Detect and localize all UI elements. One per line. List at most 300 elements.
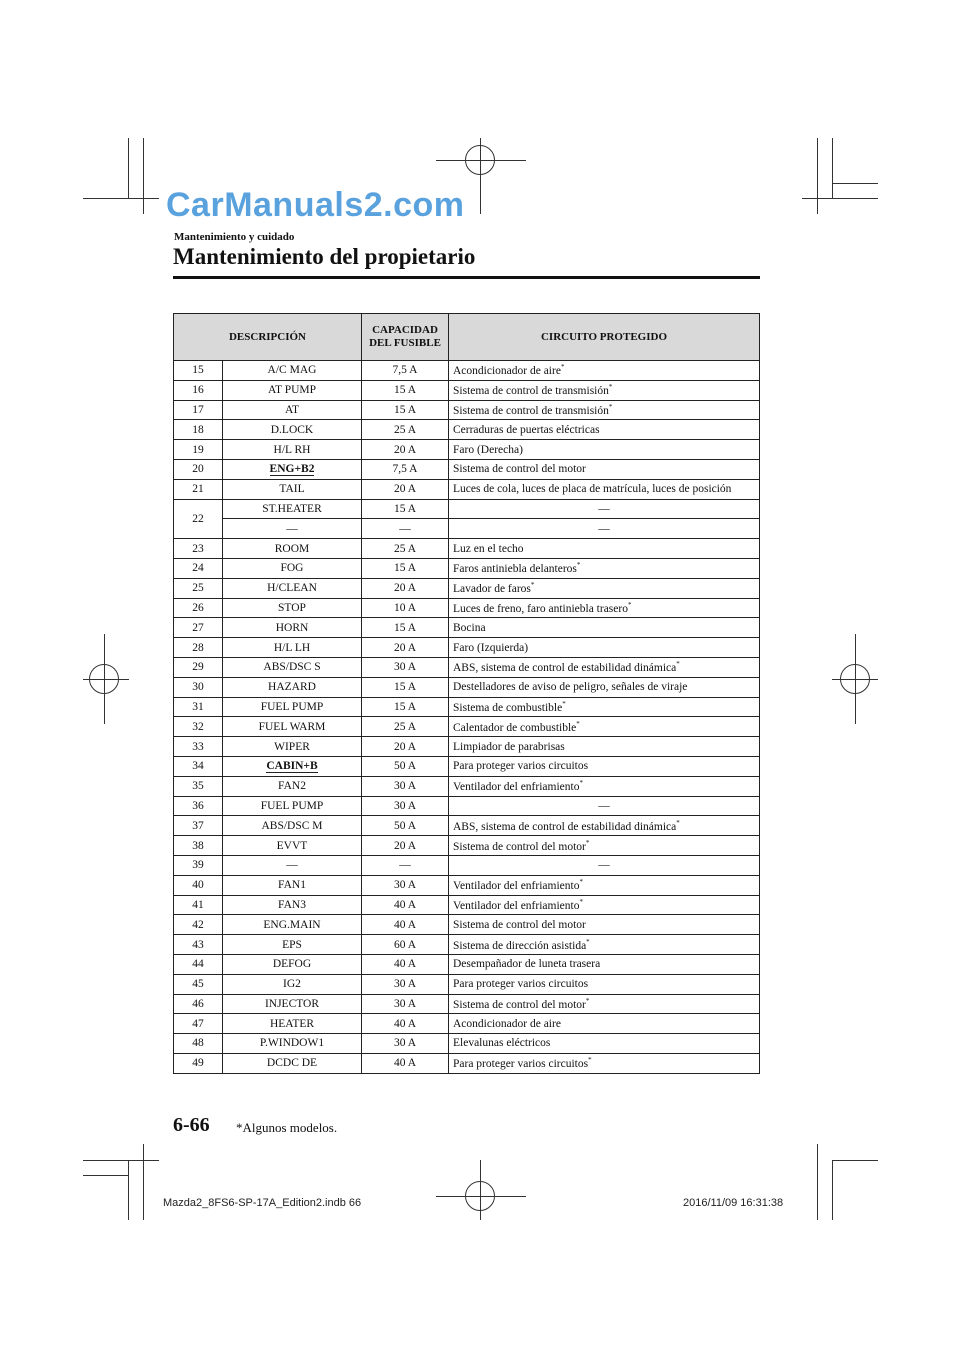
- fuse-description: [223, 598, 362, 618]
- protected-circuit: [449, 776, 760, 796]
- protected-circuit: [449, 499, 760, 519]
- fuse-capacity: [362, 539, 449, 559]
- table-row: [174, 539, 760, 559]
- watermark-logo: CarManuals2.com: [166, 186, 465, 224]
- fuse-description-text: FAN1: [278, 879, 306, 892]
- table-row: [174, 380, 760, 400]
- fuse-description-text: DEFOG: [272, 958, 312, 971]
- fuse-capacity: [362, 756, 449, 776]
- table-row: [174, 638, 760, 658]
- table-row: [174, 836, 760, 856]
- protected-circuit: [449, 420, 760, 440]
- fuse-number-text: 38: [192, 839, 204, 852]
- fuse-number-text: 23: [192, 542, 204, 555]
- footnote-marker: *: [676, 818, 680, 827]
- fuse-description: [223, 578, 362, 598]
- fuse-number: [174, 796, 223, 816]
- fuse-description-text: HAZARD: [268, 681, 316, 694]
- fuse-number: [174, 459, 223, 479]
- fuse-description-text: CABIN+B: [266, 760, 318, 773]
- table-row: [174, 935, 760, 955]
- fuse-description: [223, 737, 362, 757]
- protected-circuit-text: Bocina: [453, 621, 486, 634]
- fuse-capacity: [362, 361, 449, 381]
- fuse-capacity-text: 15 A: [393, 700, 417, 713]
- protected-circuit-text: Desempañador de luneta trasera: [453, 958, 601, 971]
- protected-circuit-text: —: [598, 859, 610, 872]
- fuse-number-text: 17: [192, 403, 204, 416]
- fuse-number: [174, 875, 223, 895]
- table-row: [174, 361, 760, 381]
- fuse-number: [174, 380, 223, 400]
- table-row: [174, 974, 760, 994]
- protected-circuit-text: Elevalunas eléctricos: [453, 1037, 551, 1050]
- fuse-number-text: 43: [192, 938, 204, 951]
- fuse-capacity-text: 30 A: [393, 879, 417, 892]
- fuse-description: [223, 796, 362, 816]
- fuse-description-text: FUEL PUMP: [260, 700, 324, 713]
- fuse-capacity-text: 30 A: [393, 780, 417, 793]
- fuse-description: [223, 558, 362, 578]
- fuse-number-text: 27: [192, 621, 204, 634]
- table-header-row: [174, 314, 760, 361]
- fuse-capacity: [362, 499, 449, 519]
- footnote-marker: *: [585, 996, 590, 1005]
- fuse-number: [174, 578, 223, 598]
- fuse-description-text: A/C MAG: [267, 364, 317, 377]
- protected-circuit-text: Sistema de control del motor: [453, 918, 586, 931]
- protected-circuit-text: Lavador de faros: [453, 583, 531, 596]
- fuse-description-text: H/L RH: [273, 443, 311, 456]
- fuse-description-text: FOG: [280, 562, 304, 575]
- fuse-number: [174, 539, 223, 559]
- fuse-number-text: 21: [192, 483, 204, 496]
- table-row: [174, 1014, 760, 1034]
- fuse-number-text: 34: [192, 760, 204, 773]
- fuse-capacity: [362, 994, 449, 1014]
- fuse-capacity-text: 15 A: [393, 502, 417, 515]
- footnote-marker: *: [586, 937, 590, 946]
- footnote-marker: *: [579, 779, 583, 788]
- table-row: [174, 697, 760, 717]
- table-row: [174, 875, 760, 895]
- fuse-description: [223, 855, 362, 875]
- fuse-capacity: [362, 776, 449, 796]
- fuse-capacity: [362, 816, 449, 836]
- fuse-number-text: 25: [192, 582, 204, 595]
- fuse-capacity: [362, 657, 449, 677]
- protected-circuit-text: Sistema de dirección asistida: [453, 939, 587, 952]
- fuse-number: [174, 855, 223, 875]
- fuse-capacity-text: 10 A: [393, 601, 417, 614]
- fuse-number: [174, 361, 223, 381]
- fuse-description-text: ENG+B2: [269, 463, 315, 476]
- fuse-description-text: ENG.MAIN: [263, 918, 321, 931]
- section-label: Mantenimiento y cuidado: [174, 231, 295, 243]
- protected-circuit-text: Ventilador del enfriamiento: [453, 781, 580, 794]
- protected-circuit: [449, 440, 760, 460]
- fuse-number-text: 18: [192, 423, 204, 436]
- fuse-capacity: [362, 737, 449, 757]
- table-row: [174, 400, 760, 420]
- fuse-capacity-text: 40 A: [393, 1017, 417, 1030]
- fuse-description-text: H/CLEAN: [267, 582, 317, 595]
- table-row: [174, 578, 760, 598]
- footnote-marker: *: [608, 383, 613, 392]
- fuse-number-text: 29: [192, 661, 204, 674]
- fuse-capacity-text: 40 A: [393, 1057, 417, 1070]
- fuse-description-text: HEATER: [269, 1017, 315, 1030]
- fuse-number: [174, 994, 223, 1014]
- fuse-capacity-text: 7,5 A: [392, 463, 418, 476]
- fuse-number: [174, 558, 223, 578]
- fuse-capacity-text: 30 A: [393, 997, 417, 1010]
- fuse-description-text: ABS/DSC S: [263, 661, 321, 674]
- table-row: [174, 479, 760, 499]
- protected-circuit-text: Faro (Derecha): [453, 443, 523, 456]
- protected-circuit-text: Sistema de control de transmisión: [453, 385, 609, 398]
- protected-circuit-text: —: [598, 522, 610, 535]
- table-row: [174, 994, 760, 1014]
- protected-circuit: [449, 895, 760, 915]
- fuse-number: [174, 895, 223, 915]
- fuse-capacity-text: 40 A: [393, 918, 417, 931]
- table-row: [174, 1053, 760, 1073]
- fuse-description: [223, 420, 362, 440]
- footnote: *Algunos modelos.: [236, 1120, 338, 1135]
- protected-circuit: [449, 796, 760, 816]
- fuse-number-text: 19: [192, 443, 204, 456]
- print-timestamp: 2016/11/09 16:31:38: [683, 1197, 784, 1209]
- fuse-capacity: [362, 380, 449, 400]
- protected-circuit: [449, 459, 760, 479]
- table-row: [174, 776, 760, 796]
- fuse-description: [223, 440, 362, 460]
- fuse-number: [174, 974, 223, 994]
- fuse-capacity-text: 20 A: [393, 582, 417, 595]
- fuse-number: [174, 954, 223, 974]
- fuse-description: [223, 816, 362, 836]
- fuse-capacity: [362, 697, 449, 717]
- table-row: [174, 1034, 760, 1054]
- fuse-capacity: [362, 618, 449, 638]
- column-header-circuit: CIRCUITO PROTEGIDO: [449, 314, 760, 361]
- fuse-description: [223, 974, 362, 994]
- protected-circuit-text: Cerraduras de puertas eléctricas: [453, 423, 600, 436]
- protected-circuit-text: Para proteger varios circuitos: [453, 978, 589, 991]
- fuse-description: [223, 380, 362, 400]
- fuse-description: [223, 836, 362, 856]
- fuse-capacity-text: 40 A: [393, 958, 417, 971]
- table-row: [174, 459, 760, 479]
- fuse-number: [174, 400, 223, 420]
- fuse-description-text: FUEL WARM: [258, 720, 326, 733]
- protected-circuit-text: Para proteger varios circuitos: [453, 760, 589, 773]
- fuse-description: [223, 994, 362, 1014]
- protected-circuit-text: Sistema de combustible: [453, 701, 563, 714]
- fuse-description: [223, 895, 362, 915]
- fuse-capacity-text: —: [399, 859, 411, 872]
- footnote-marker: *: [676, 660, 680, 669]
- fuse-capacity: [362, 459, 449, 479]
- fuse-capacity-text: 30 A: [393, 799, 417, 812]
- protected-circuit: [449, 994, 760, 1014]
- column-header-description: DESCRIPCIÓN: [174, 314, 362, 361]
- fuse-description-text: AT PUMP: [267, 384, 317, 397]
- footnote-marker: *: [530, 581, 535, 590]
- protected-circuit-text: Acondicionador de aire: [453, 365, 561, 378]
- fuse-capacity-text: 15 A: [393, 621, 417, 634]
- fuse-capacity-text: 25 A: [393, 720, 417, 733]
- protected-circuit-text: ABS, sistema de control de estabilidad dinámica: [453, 820, 677, 833]
- fuse-table: [173, 313, 760, 1074]
- fuse-number: [174, 816, 223, 836]
- fuse-capacity: [362, 440, 449, 460]
- fuse-capacity: [362, 1014, 449, 1034]
- fuse-capacity: [362, 479, 449, 499]
- fuse-number: [174, 677, 223, 697]
- protected-circuit: [449, 737, 760, 757]
- protected-circuit-text: Luces de cola, luces de placa de matrícula, luces de posición: [453, 483, 732, 496]
- fuse-number: [174, 499, 223, 539]
- fuse-capacity: [362, 677, 449, 697]
- fuse-number-text: 44: [192, 958, 204, 971]
- fuse-capacity-text: —: [399, 522, 411, 535]
- protected-circuit-text: Sistema de control del motor: [453, 998, 586, 1011]
- footnote-marker: *: [608, 402, 613, 411]
- protected-circuit: [449, 915, 760, 935]
- fuse-description: [223, 499, 362, 519]
- protected-circuit: [449, 935, 760, 955]
- fuse-capacity-text: 20 A: [393, 483, 417, 496]
- fuse-description: [223, 717, 362, 737]
- fuse-number: [174, 935, 223, 955]
- fuse-description-text: STOP: [278, 601, 306, 614]
- protected-circuit-text: Luces de freno, faro antiniebla trasero: [453, 602, 628, 615]
- fuse-capacity: [362, 796, 449, 816]
- fuse-description-text: INJECTOR: [264, 997, 320, 1010]
- fuse-number-text: 35: [192, 780, 204, 793]
- table-row: [174, 598, 760, 618]
- protected-circuit: [449, 677, 760, 697]
- fuse-number: [174, 836, 223, 856]
- fuse-capacity: [362, 598, 449, 618]
- fuse-capacity-text: 20 A: [393, 641, 417, 654]
- protected-circuit: [449, 1014, 760, 1034]
- fuse-number-text: 15: [192, 364, 204, 377]
- protected-circuit: [449, 875, 760, 895]
- fuse-capacity: [362, 954, 449, 974]
- fuse-number-text: 45: [192, 978, 204, 991]
- fuse-number-text: 48: [192, 1037, 204, 1050]
- fuse-capacity-text: 30 A: [393, 1037, 417, 1050]
- fuse-description: [223, 638, 362, 658]
- fuse-description-text: WIPER: [274, 740, 310, 753]
- fuse-capacity: [362, 420, 449, 440]
- fuse-description-text: —: [286, 522, 298, 535]
- fuse-description-text: —: [286, 859, 298, 872]
- column-header-capacity: CAPACIDAD DEL FUSIBLE: [362, 314, 449, 361]
- fuse-description-text: EPS: [282, 938, 302, 951]
- fuse-capacity-text: 30 A: [393, 978, 417, 991]
- table-row: [174, 558, 760, 578]
- table-row: [174, 618, 760, 638]
- fuse-capacity: [362, 400, 449, 420]
- fuse-number: [174, 618, 223, 638]
- fuse-capacity-text: 15 A: [393, 681, 417, 694]
- protected-circuit-text: Sistema de control de transmisión: [453, 404, 609, 417]
- protected-circuit: [449, 479, 760, 499]
- fuse-number: [174, 1014, 223, 1034]
- fuse-description-text: ROOM: [274, 542, 310, 555]
- fuse-description: [223, 400, 362, 420]
- protected-circuit: [449, 361, 760, 381]
- fuse-capacity-text: 15 A: [393, 403, 417, 416]
- table-row: [174, 420, 760, 440]
- table-row: [174, 657, 760, 677]
- fuse-description: [223, 539, 362, 559]
- fuse-number-text: 47: [192, 1017, 204, 1030]
- fuse-description: [223, 875, 362, 895]
- table-row: [174, 796, 760, 816]
- protected-circuit: [449, 618, 760, 638]
- fuse-number-text: 49: [192, 1057, 204, 1070]
- protected-circuit: [449, 954, 760, 974]
- table-row: [174, 915, 760, 935]
- title-rule: [173, 276, 760, 279]
- footnote-marker: *: [562, 699, 566, 708]
- table-row: [174, 816, 760, 836]
- table-row: [174, 440, 760, 460]
- protected-circuit: [449, 855, 760, 875]
- fuse-capacity: [362, 638, 449, 658]
- protected-circuit-text: —: [598, 502, 610, 515]
- footnote-marker: *: [627, 600, 632, 609]
- table-row: [174, 519, 760, 539]
- protected-circuit: [449, 974, 760, 994]
- fuse-description: [223, 756, 362, 776]
- footnote-marker: *: [588, 1056, 592, 1065]
- fuse-description-text: TAIL: [279, 483, 305, 496]
- fuse-number-text: 31: [192, 700, 204, 713]
- table-row: [174, 499, 760, 519]
- fuse-capacity-text: 20 A: [393, 740, 417, 753]
- fuse-capacity-text: 15 A: [393, 562, 417, 575]
- fuse-number-text: 46: [192, 997, 204, 1010]
- fuse-number-text: 32: [192, 720, 204, 733]
- fuse-number-text: 22: [192, 512, 204, 525]
- fuse-description: [223, 459, 362, 479]
- protected-circuit: [449, 539, 760, 559]
- fuse-number-text: 24: [192, 562, 204, 575]
- footnote-marker: *: [579, 878, 583, 887]
- protected-circuit-text: Ventilador del enfriamiento: [453, 880, 580, 893]
- fuse-number-text: 39: [192, 859, 204, 872]
- protected-circuit-text: Acondicionador de aire: [453, 1017, 561, 1030]
- fuse-description: [223, 776, 362, 796]
- fuse-description-text: FUEL PUMP: [260, 799, 324, 812]
- fuse-capacity: [362, 855, 449, 875]
- table-row: [174, 756, 760, 776]
- fuse-number: [174, 420, 223, 440]
- fuse-description-text: ABS/DSC M: [261, 819, 323, 832]
- fuse-number-text: 26: [192, 601, 204, 614]
- protected-circuit-text: Faros antiniebla delanteros: [453, 563, 577, 576]
- fuse-capacity-text: 60 A: [393, 938, 417, 951]
- table-row: [174, 855, 760, 875]
- fuse-capacity-text: 15 A: [393, 384, 417, 397]
- protected-circuit-text: —: [598, 799, 610, 812]
- fuse-number: [174, 756, 223, 776]
- fuse-capacity-text: 25 A: [393, 423, 417, 436]
- fuse-description-text: P.WINDOW1: [259, 1037, 325, 1050]
- fuse-number-text: 42: [192, 918, 204, 931]
- table-row: [174, 677, 760, 697]
- fuse-table-body: [174, 361, 760, 1074]
- fuse-description: [223, 677, 362, 697]
- footnote-marker: *: [576, 561, 581, 570]
- protected-circuit: [449, 756, 760, 776]
- footnote-marker: *: [576, 719, 580, 728]
- fuse-description: [223, 361, 362, 381]
- fuse-number: [174, 440, 223, 460]
- table-row: [174, 895, 760, 915]
- protected-circuit: [449, 638, 760, 658]
- footnote-marker: *: [579, 897, 583, 906]
- protected-circuit: [449, 380, 760, 400]
- protected-circuit: [449, 816, 760, 836]
- fuse-description-text: ST.HEATER: [262, 502, 322, 515]
- protected-circuit: [449, 697, 760, 717]
- protected-circuit: [449, 836, 760, 856]
- fuse-capacity: [362, 558, 449, 578]
- fuse-capacity: [362, 974, 449, 994]
- fuse-number-text: 30: [192, 681, 204, 694]
- protected-circuit-text: Sistema de control del motor: [453, 840, 586, 853]
- fuse-number-text: 41: [192, 898, 204, 911]
- fuse-number: [174, 717, 223, 737]
- fuse-capacity: [362, 895, 449, 915]
- fuse-capacity: [362, 875, 449, 895]
- fuse-number-text: 28: [192, 641, 204, 654]
- fuse-description: [223, 1034, 362, 1054]
- fuse-number: [174, 697, 223, 717]
- protected-circuit: [449, 519, 760, 539]
- protected-circuit-text: Faro (Izquierda): [453, 641, 529, 654]
- fuse-capacity: [362, 1034, 449, 1054]
- table-row: [174, 737, 760, 757]
- fuse-description-text: IG2: [283, 978, 301, 991]
- protected-circuit: [449, 578, 760, 598]
- fuse-description-text: EVVT: [276, 839, 308, 852]
- fuse-capacity-text: 20 A: [393, 443, 417, 456]
- fuse-number: [174, 657, 223, 677]
- fuse-description-text: D.LOCK: [270, 423, 314, 436]
- fuse-number: [174, 638, 223, 658]
- fuse-description-text: HORN: [275, 621, 309, 634]
- fuse-number-text: 36: [192, 799, 204, 812]
- fuse-description-text: FAN2: [278, 780, 306, 793]
- protected-circuit: [449, 558, 760, 578]
- fuse-number-text: 37: [192, 819, 204, 832]
- fuse-description: [223, 657, 362, 677]
- fuse-description: [223, 954, 362, 974]
- protected-circuit-text: Sistema de control del motor: [453, 463, 586, 476]
- fuse-number: [174, 915, 223, 935]
- fuse-description: [223, 915, 362, 935]
- fuse-number: [174, 598, 223, 618]
- fuse-description: [223, 1053, 362, 1073]
